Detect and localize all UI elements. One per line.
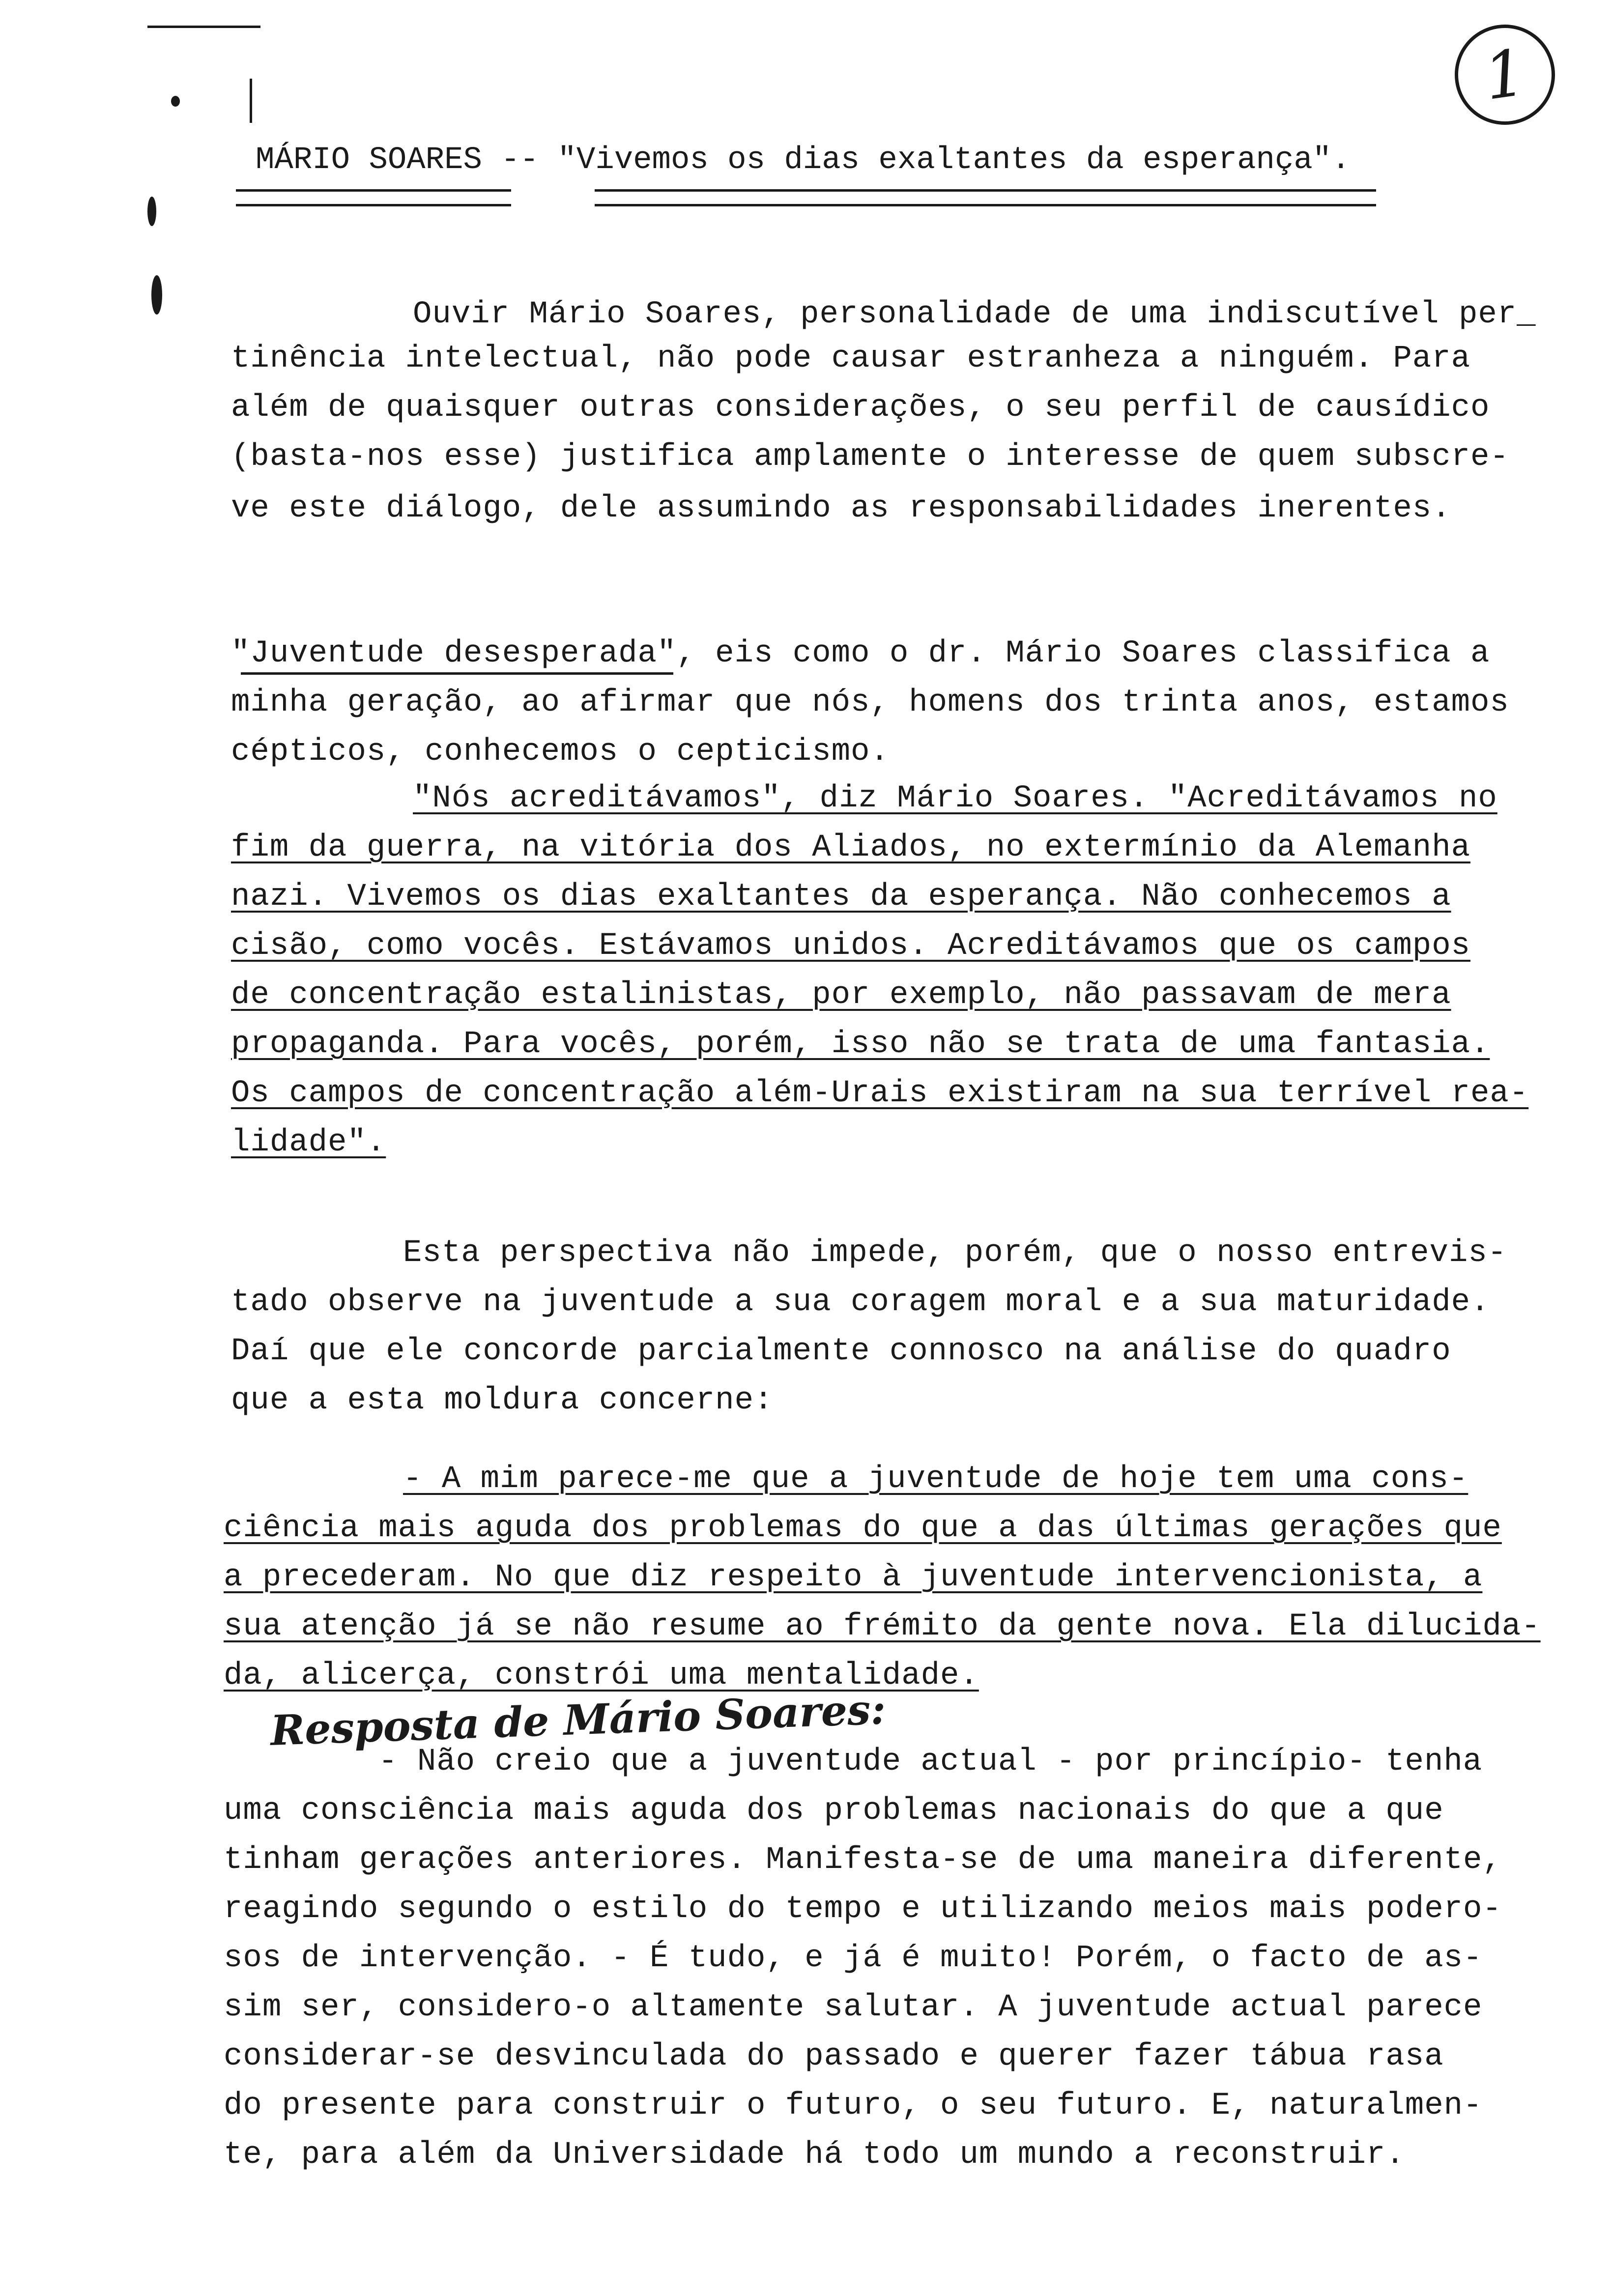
paragraph-line: sua atenção já se não resume ao frémito da gente nova. Ela dilucida- bbox=[224, 1609, 1541, 1644]
paragraph-line: reagindo segundo o estilo do tempo e utilizando meios mais podero- bbox=[224, 1892, 1502, 1927]
title-speaker: MÁRIO SOARES bbox=[256, 143, 482, 178]
paragraph-line: propaganda. Para vocês, porém, isso não se trata de uma fantasia. bbox=[231, 1027, 1490, 1062]
scan-mark bbox=[147, 26, 260, 28]
paragraph-line: Esta perspectiva não impede, porém, que o nosso entrevis- bbox=[403, 1235, 1507, 1271]
paragraph-line: fim da guerra, na vitória dos Aliados, no extermínio da Alemanha bbox=[231, 830, 1470, 865]
paragraph-line: da, alicerça, constrói uma mentalidade. bbox=[224, 1658, 979, 1693]
paragraph-line: Os campos de concentração além-Urais existiram na sua terrível rea- bbox=[231, 1076, 1529, 1111]
scan-mark bbox=[250, 79, 252, 123]
handwritten-note: Resposta de Mário Soares: bbox=[269, 1685, 887, 1755]
document-title bbox=[256, 143, 1351, 178]
paragraph-line: tinência intelectual, não pode causar estranheza a ninguém. Para bbox=[231, 341, 1470, 376]
paragraph-line: "Juventude desesperada", eis como o dr. Mário Soares classifica a bbox=[231, 636, 1490, 671]
title-underline-speaker bbox=[236, 189, 511, 192]
scan-speck bbox=[171, 96, 180, 107]
paragraph-line: ve este diálogo, dele assumindo as responsabilidades inerentes. bbox=[231, 491, 1451, 526]
paragraph-line: cépticos, conhecemos o cepticismo. bbox=[231, 734, 890, 770]
paragraph-line: cisão, como vocês. Estávamos unidos. Acreditávamos que os campos bbox=[231, 928, 1470, 964]
paragraph-line: "Nós acreditávamos", diz Mário Soares. "Acreditávamos no bbox=[413, 781, 1497, 816]
paragraph-line: nazi. Vivemos os dias exaltantes da esperança. Não conhecemos a bbox=[231, 879, 1451, 915]
paragraph-line: tado observe na juventude a sua coragem moral e a sua maturidade. bbox=[231, 1285, 1490, 1320]
scan-speck bbox=[151, 275, 162, 315]
paragraph-line: do presente para construir o futuro, o seu futuro. E, naturalmen- bbox=[224, 2088, 1483, 2124]
paragraph-line: além de quaisquer outras considerações, o seu perfil de causídico bbox=[231, 390, 1490, 426]
title-underline-quote-2 bbox=[595, 204, 1376, 206]
paragraph-line: (basta-nos esse) justifica amplamente o interesse de quem subscre- bbox=[231, 439, 1509, 475]
paragraph-line: - Não creio que a juventude actual - por princípio- tenha bbox=[378, 1744, 1483, 1779]
paragraph-line: a precederam. No que diz respeito à juventude intervencionista, a bbox=[224, 1560, 1483, 1595]
title-quote: "Vivemos os dias exaltantes da esperança". bbox=[557, 143, 1351, 178]
paragraph-line: sos de intervenção. - É tudo, e já é muito! Porém, o facto de as- bbox=[224, 1941, 1483, 1976]
paragraph-line: ciência mais aguda dos problemas do que a das últimas gerações que bbox=[224, 1511, 1502, 1546]
paragraph-line: Ouvir Mário Soares, personalidade de uma indiscutível per_ bbox=[413, 297, 1536, 332]
paragraph-line: considerar-se desvinculada do passado e querer fazer tábua rasa bbox=[224, 2039, 1444, 2074]
title-underline-speaker-2 bbox=[236, 204, 511, 206]
paragraph-line: de concentração estalinistas, por exemplo, não passavam de mera bbox=[231, 977, 1451, 1013]
title-separator: -- bbox=[501, 143, 539, 178]
title-underline-quote bbox=[595, 189, 1376, 192]
paragraph-line: minha geração, ao afirmar que nós, homens dos trinta anos, estamos bbox=[231, 685, 1509, 720]
underline-juventude-desesperada bbox=[241, 672, 673, 675]
paragraph-line: que a esta moldura concerne: bbox=[231, 1383, 774, 1418]
paragraph-line: uma consciência mais aguda dos problemas nacionais do que a que bbox=[224, 1793, 1444, 1829]
paragraph-line: lidade". bbox=[231, 1125, 386, 1160]
scan-speck bbox=[147, 197, 156, 226]
paragraph-line: Daí que ele concorde parcialmente connosco na análise do quadro bbox=[231, 1334, 1451, 1369]
paragraph-line: - A mim parece-me que a juventude de hoje tem uma cons- bbox=[403, 1462, 1468, 1497]
paragraph-line: tinham gerações anteriores. Manifesta-se de uma maneira diferente, bbox=[224, 1842, 1502, 1878]
page-number: 1 bbox=[1448, 18, 1561, 131]
paragraph-line: te, para além da Universidade há todo um mundo a reconstruir. bbox=[224, 2137, 1405, 2173]
paragraph-line: sim ser, considero-o altamente salutar. A juventude actual parece bbox=[224, 1990, 1483, 2025]
